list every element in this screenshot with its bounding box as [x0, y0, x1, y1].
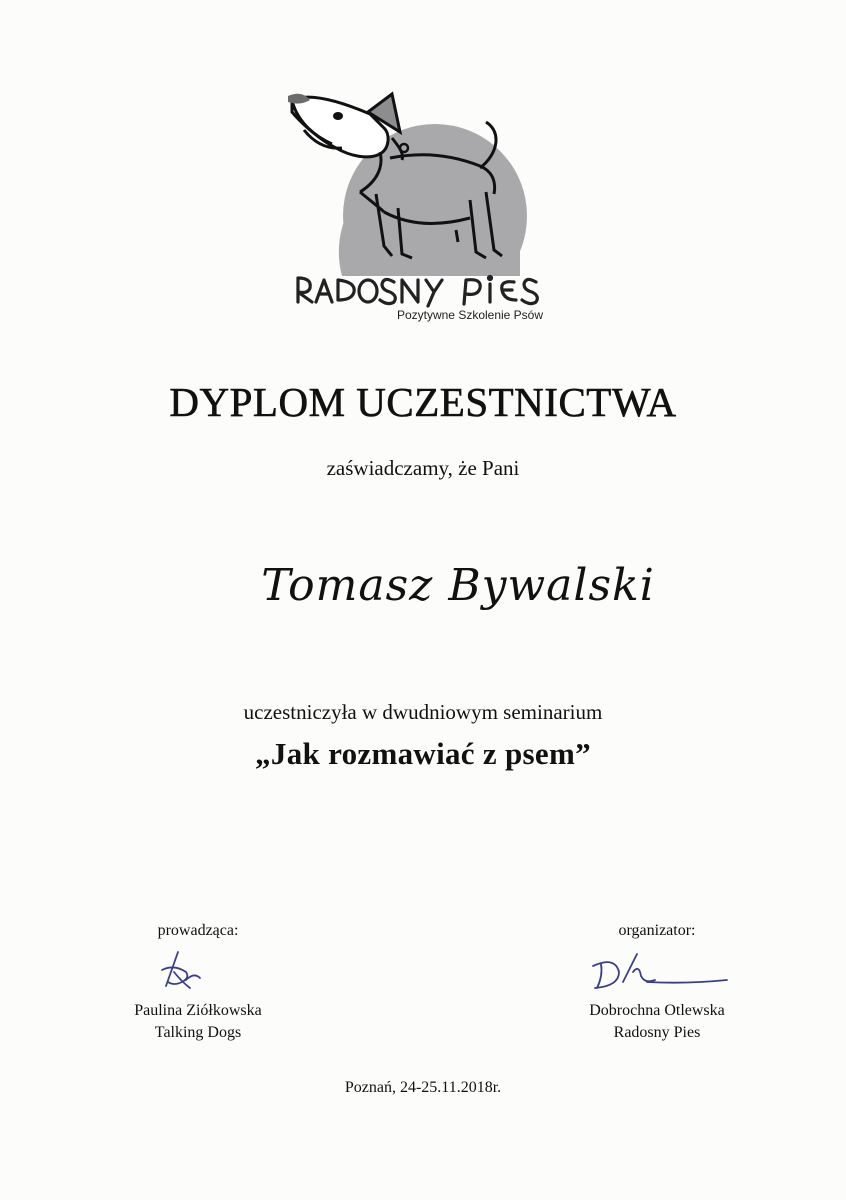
signature-block-organizer	[537, 920, 777, 1044]
handwritten-signature-icon	[78, 942, 318, 1000]
signature-role: organizator:	[618, 922, 696, 939]
diploma-title: DYPLOM UCZESTNICTWA	[169, 379, 677, 425]
participation-text: uczestniczyła w dwudniowym seminarium	[243, 700, 603, 724]
logo-tagline: Pozytywne Szkolenie Psów	[396, 308, 544, 322]
handwritten-signature-icon	[537, 942, 777, 1000]
logo	[280, 88, 570, 338]
signatory-organization: Radosny Pies	[613, 1024, 701, 1041]
signatory-name: Dobrochna Otlewska	[589, 1002, 725, 1019]
signature-block-instructor	[78, 920, 318, 1044]
recipient-name: Tomasz Bywalski	[261, 560, 655, 611]
dog-logo-icon	[280, 88, 570, 338]
signatory-organization: Talking Dogs	[154, 1024, 242, 1041]
signature-role: prowadząca:	[157, 922, 239, 939]
intro-text: zaświadczamy, że Pani	[326, 456, 520, 480]
place-and-date: Poznań, 24-25.11.2018r.	[344, 1079, 502, 1096]
seminar-title: „Jak rozmawiać z psem”	[255, 736, 591, 771]
signatory-name: Paulina Ziółkowska	[134, 1002, 262, 1019]
